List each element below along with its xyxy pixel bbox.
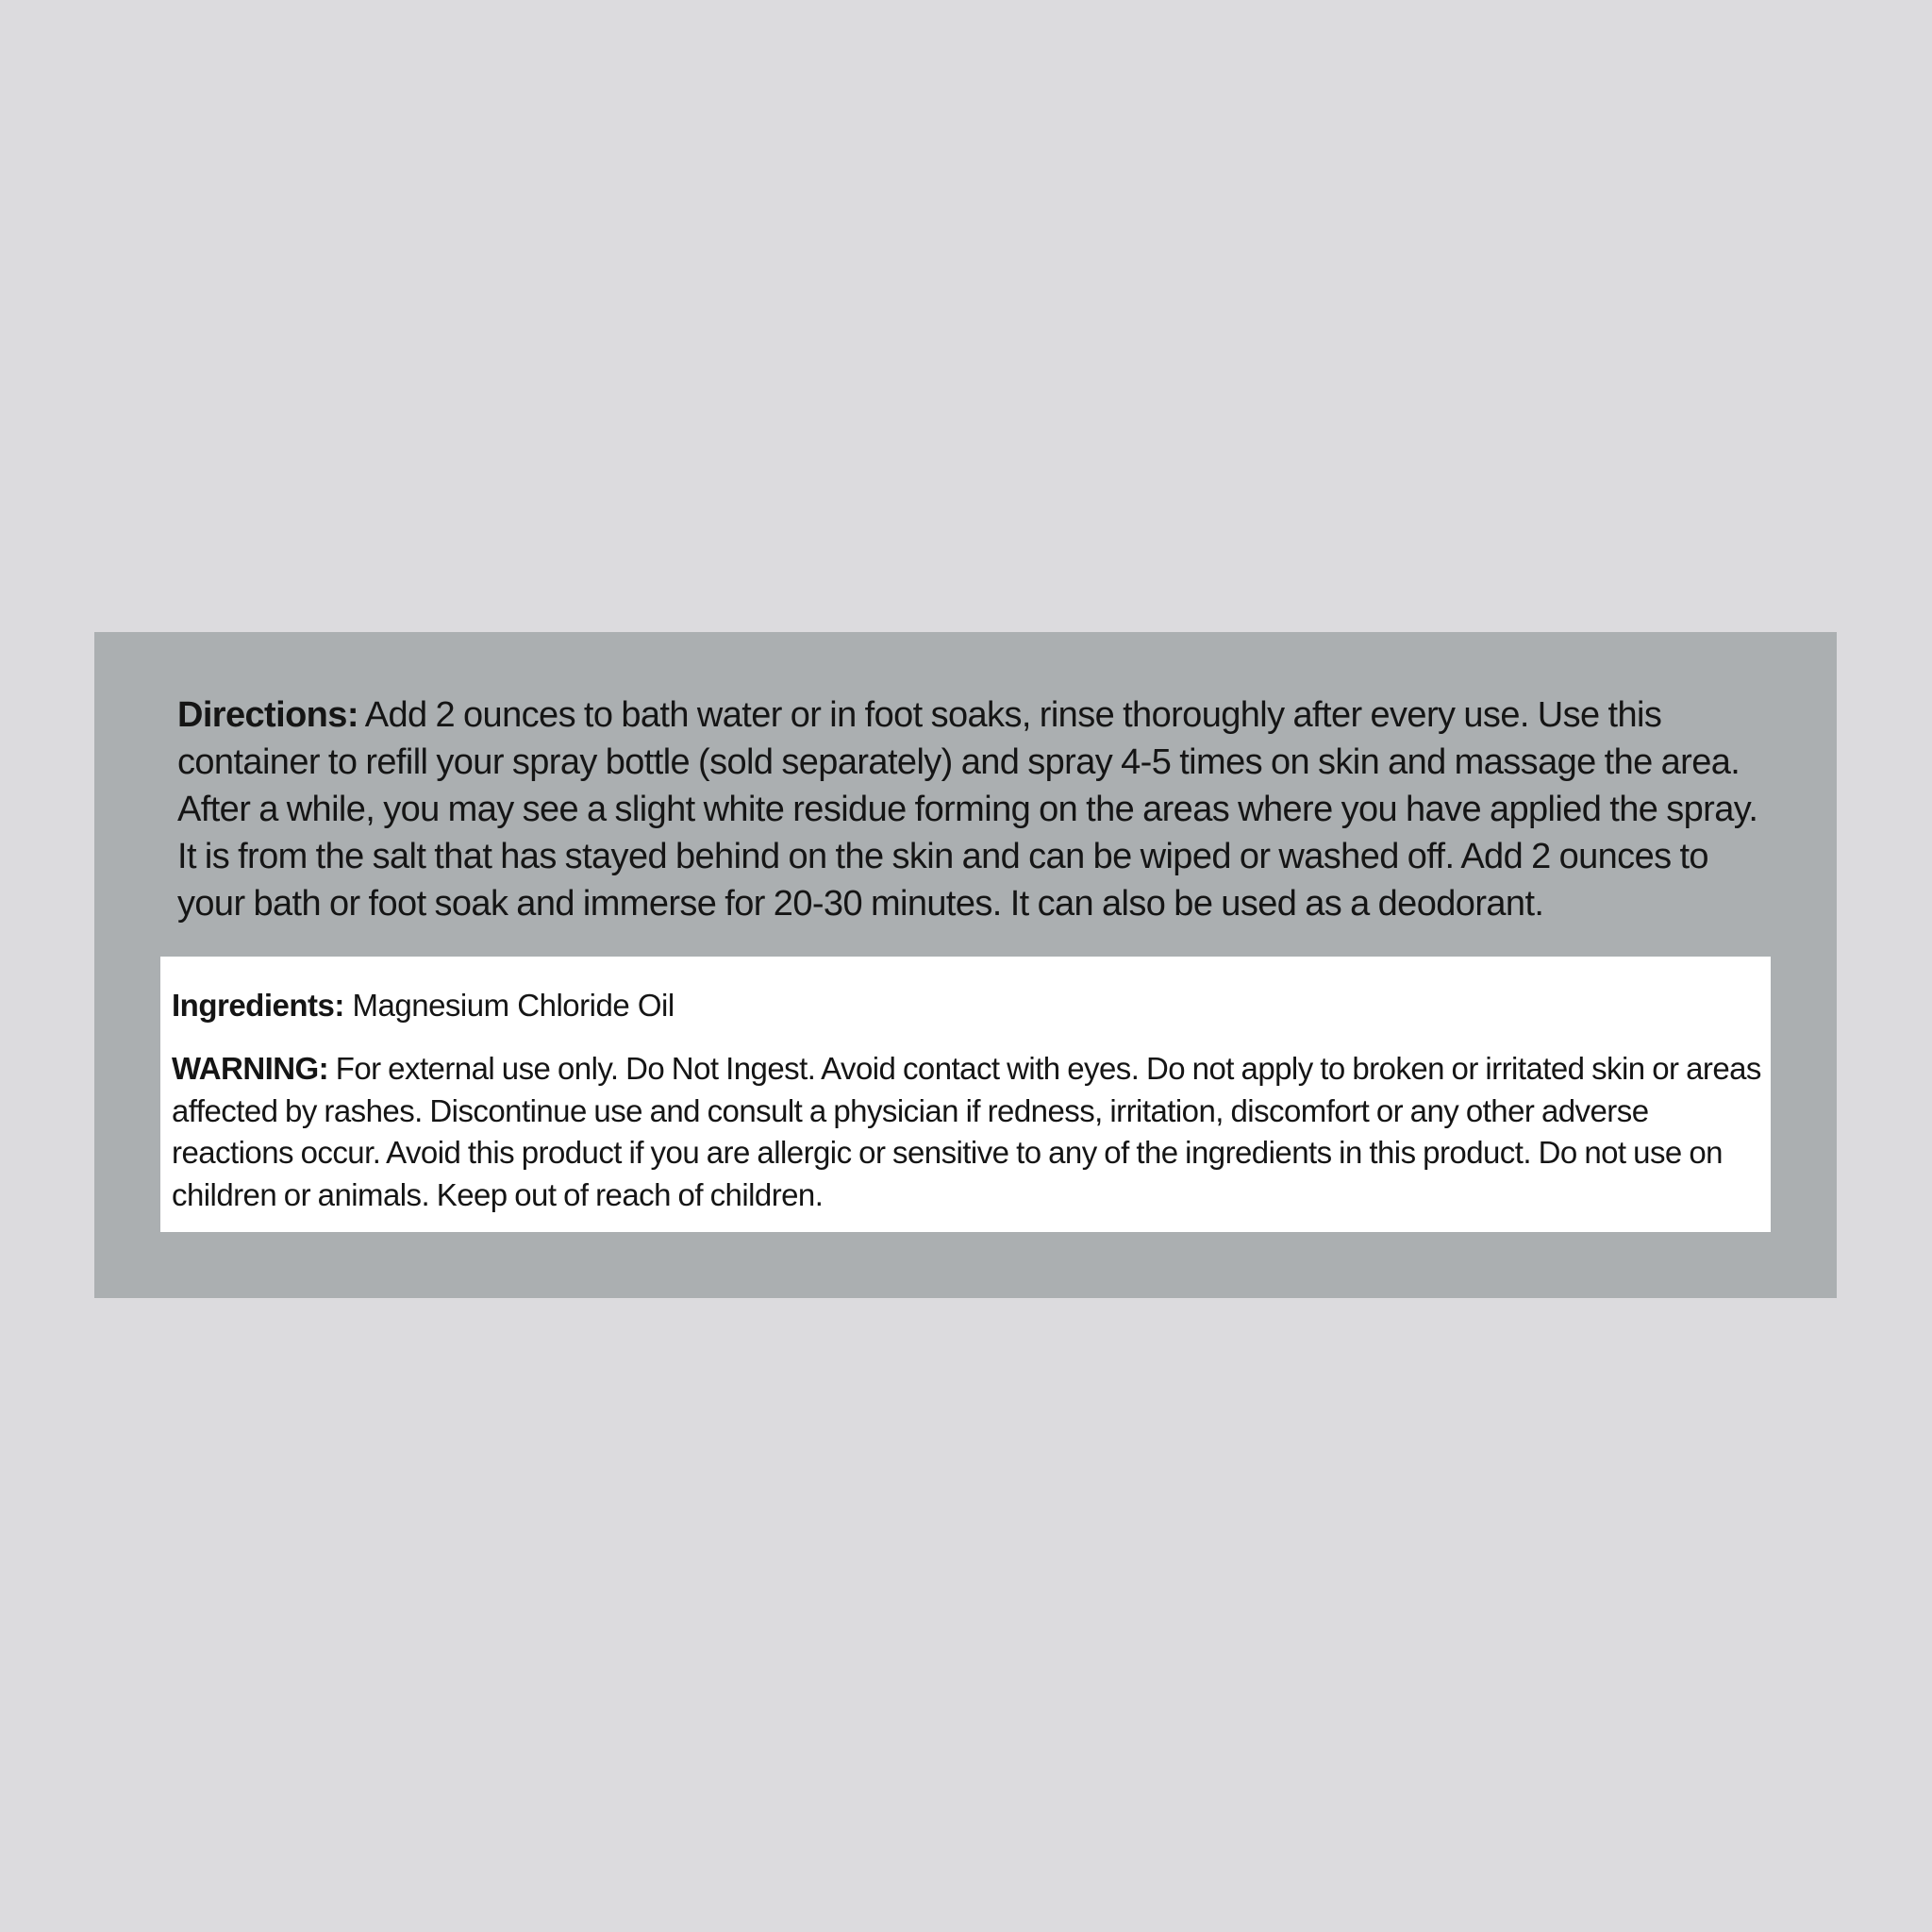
product-label-panel bbox=[94, 632, 1837, 1298]
warning-paragraph bbox=[172, 1048, 1766, 1216]
ingredients-line bbox=[172, 985, 675, 1026]
directions-text: Add 2 ounces to bath water or in foot soaks, rinse thoroughly after every use. Use this container to refill your spray bottle (sold separately) and spray 4-5 times on skin and massage the area. After a while, you may see a slight white residue forming on the areas where you have applied the spray. It is from the salt that has stayed behind on the skin and can be wiped or washed off. Add 2 ounces to your bath or foot soak and immerse for 20-30 minutes. It can also be used as a deodorant. bbox=[177, 695, 1758, 924]
directions-paragraph bbox=[177, 691, 1772, 927]
warning-text: For external use only. Do Not Ingest. Avoid contact with eyes. Do not apply to broken or irritated skin or areas affected by rashes. Discontinue use and consult a physician if redness, irritation, discomfort or any other adverse reactions occur. Avoid this product if you are allergic or sensitive to any of the ingredients in this product. Do not use on children or animals. Keep out of reach of children. bbox=[172, 1051, 1761, 1212]
directions-heading: Directions: bbox=[177, 695, 358, 735]
warning-heading: WARNING: bbox=[172, 1051, 329, 1086]
ingredients-heading: Ingredients: bbox=[172, 988, 344, 1023]
ingredients-warning-box bbox=[160, 957, 1771, 1232]
ingredients-text: Magnesium Chloride Oil bbox=[352, 988, 675, 1023]
